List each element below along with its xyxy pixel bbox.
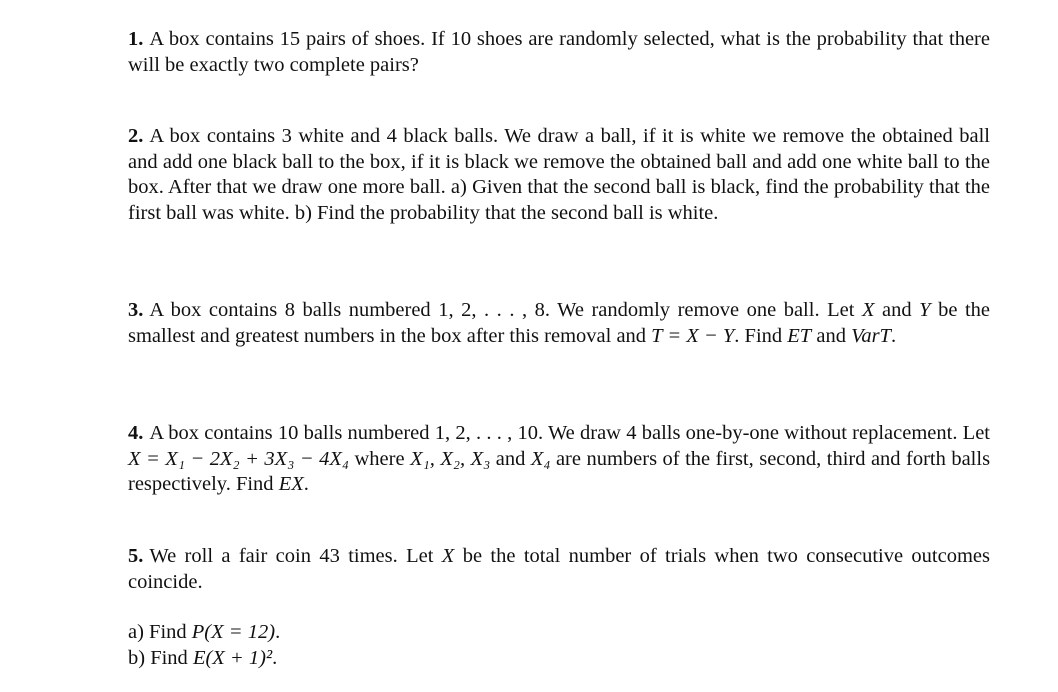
problem-4-expr: EX (278, 473, 304, 496)
problem-4-text-e: . (303, 473, 309, 496)
problem-4-text-c: and (495, 447, 526, 470)
problem-3-var-x: X (861, 299, 875, 321)
problem-3-expr-vart: VarT (851, 324, 891, 347)
problem-5-part-b-label: b) Find (128, 647, 188, 669)
problem-1-text: A box contains 15 pairs of shoes. If 10 shoes are randomly selected, what is the probability that there will be exactly two complete pairs? (128, 28, 990, 76)
problem-5-part-b-expr: E(X + 1)² (192, 647, 273, 669)
problem-3 (128, 298, 990, 349)
problem-4-text-b: where (354, 447, 405, 470)
problem-4-number: 4. (128, 422, 144, 444)
problem-3-text-d: . Find (734, 324, 783, 347)
problem-3-text-f: . (890, 324, 897, 347)
problem-3-expr-et: ET (787, 324, 812, 347)
problem-5-part-b (128, 646, 277, 672)
problem-3-var-y: Y (919, 299, 931, 321)
problem-5 (128, 544, 990, 595)
problem-2-number: 2. (128, 125, 144, 147)
problem-5-text-a: We roll a fair coin 43 times. Let (149, 545, 434, 567)
problem-3-text-e: and (816, 324, 846, 347)
problem-5-text-b: be the total number of trials when two consecutive outcomes coincide. (128, 545, 991, 593)
problem-5-part-a (128, 620, 280, 646)
problem-4-text-d: are numbers of the first, second, third and forth balls respectively. Find (128, 447, 991, 496)
problem-5-part-a-label: a) Find (128, 621, 187, 643)
problem-3-text-a: A box contains 8 balls numbered 1, 2, . . . , 8. We randomly remove one ball. Let (149, 299, 855, 321)
problem-4-text-a: A box contains 10 balls numbered 1, 2, . . . , 10. We draw 4 balls one-by-one without replacement. Let (149, 422, 990, 444)
problem-2-text: A box contains 3 white and 4 black balls. We draw a ball, if it is white we remove the obtained ball and add one black ball to the box, if it is black we remove the obtained ball and add one white ball to the box. After that we draw one more ball. a) Given that the second ball is black, find the probability that the first ball was white. b) Find the probability that the second ball is white. (128, 125, 990, 224)
problem-1 (128, 27, 990, 78)
problem-5-part-a-end: . (275, 621, 281, 643)
problem-4 (128, 421, 990, 498)
problem-5-part-b-end: . (272, 647, 278, 669)
problem-1-number: 1. (128, 28, 144, 50)
problem-4-vars: X₁, X₂, X₃ (410, 447, 491, 470)
problem-5-var-x: X (441, 545, 455, 567)
problem-3-formula: T = X − Y (651, 324, 735, 347)
problem-3-number: 3. (128, 299, 144, 321)
problem-3-text-c: be the smallest and greatest numbers in the box after this removal and (128, 299, 991, 347)
problem-4-formula: X = X₁ − 2X₂ + 3X₃ − 4X₄ (128, 447, 350, 470)
problem-4-var-4: X₄ (530, 447, 551, 470)
problem-5-part-a-expr: P(X = 12) (191, 621, 276, 643)
problem-5-number: 5. (128, 545, 144, 567)
problem-2 (128, 124, 990, 226)
problem-3-text-b: and (882, 299, 912, 321)
